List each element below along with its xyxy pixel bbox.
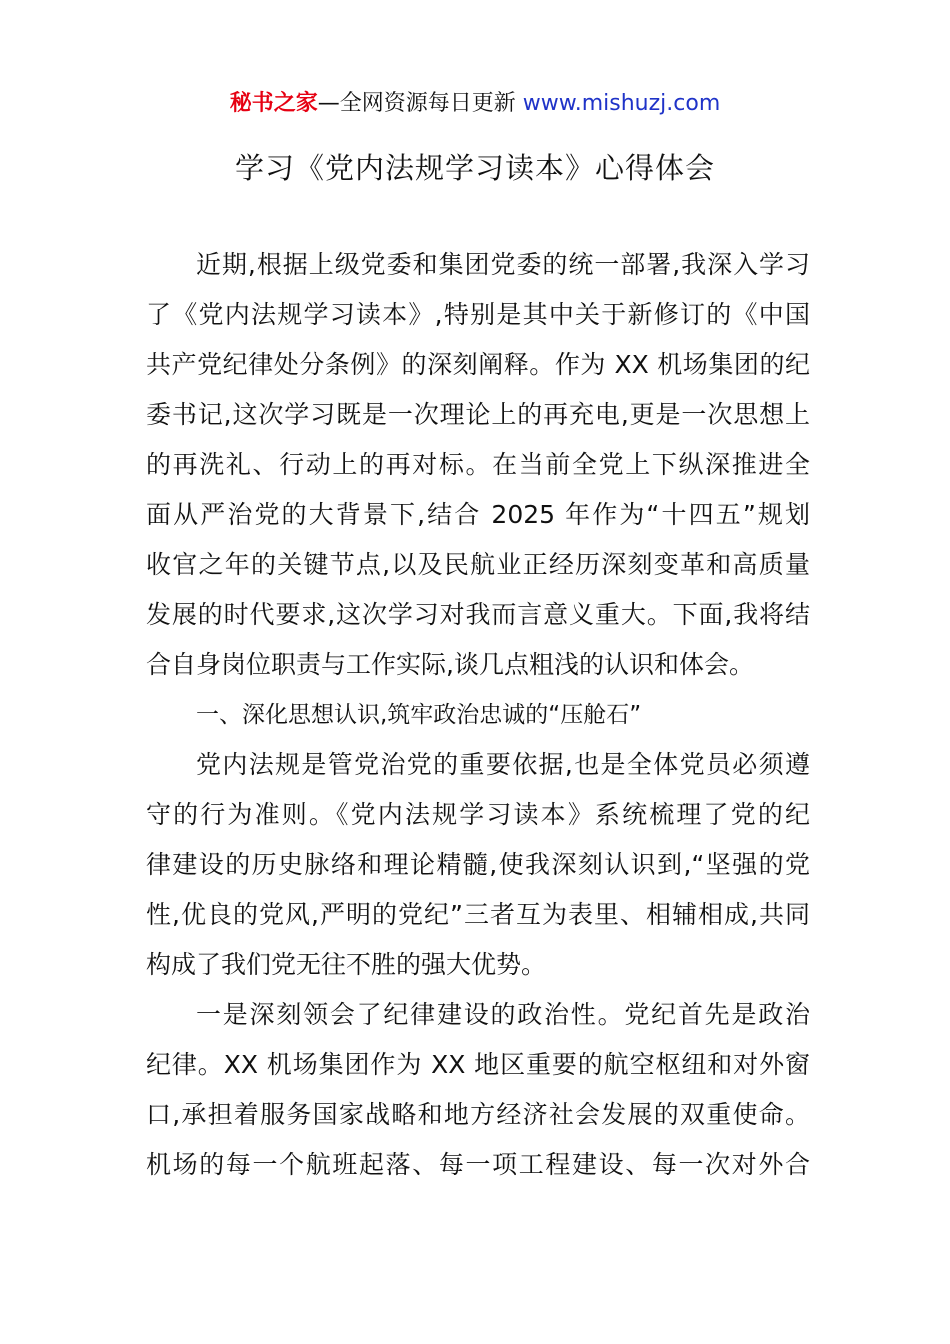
paragraph-line: 守的行为准则。《党内法规学习读本》系统梳理了党的纪 bbox=[146, 800, 810, 829]
paragraph-line: 构成了我们党无往不胜的强大优势。 bbox=[146, 950, 547, 979]
paragraph-line: 委书记,这次学习既是一次理论上的再充电,更是一次思想上 bbox=[146, 400, 810, 429]
paragraph-line: 收官之年的关键节点,以及民航业正经历深刻变革和高质量 bbox=[146, 550, 810, 579]
paragraph-line: 机场的每一个航班起落、每一项工程建设、每一次对外合 bbox=[146, 1150, 810, 1179]
paragraph-line: 律建设的历史脉络和理论精髓,使我深刻认识到,“坚强的党 bbox=[146, 850, 810, 879]
paragraph-line: 性,优良的党风,严明的党纪”三者互为表里、相辅相成,共同 bbox=[146, 900, 810, 929]
document-body bbox=[146, 240, 810, 1190]
paragraph-line: 共产党纪律处分条例》的深刻阐释。作为 XX 机场集团的纪 bbox=[146, 350, 810, 379]
paragraph-line: 一是深刻领会了纪律建设的政治性。党纪首先是政治 bbox=[196, 1000, 810, 1029]
paragraph-line: 口,承担着服务国家战略和地方经济社会发展的双重使命。 bbox=[146, 1100, 810, 1129]
paragraph-line: 纪律。XX 机场集团作为 XX 地区重要的航空枢纽和对外窗 bbox=[146, 1050, 810, 1079]
paragraph-line: 发展的时代要求,这次学习对我而言意义重大。下面,我将结 bbox=[146, 600, 810, 629]
paragraph-line: 党内法规是管党治党的重要依据,也是全体党员必须遵 bbox=[196, 750, 810, 779]
paragraph-line: 的再洗礼、行动上的再对标。在当前全党上下纵深推进全 bbox=[146, 450, 810, 479]
site-url-link[interactable]: www.mishuzj.com bbox=[522, 91, 721, 116]
paragraph-line: 合自身岗位职责与工作实际,谈几点粗浅的认识和体会。 bbox=[146, 650, 754, 679]
brand-name: 秘书之家 bbox=[229, 91, 318, 116]
header-tagline: —全网资源每日更新 bbox=[317, 91, 523, 116]
site-header bbox=[0, 86, 950, 122]
paragraph-line: 近期,根据上级党委和集团党委的统一部署,我深入学习 bbox=[196, 250, 810, 279]
paragraph-line: 了《党内法规学习读本》,特别是其中关于新修订的《中国 bbox=[146, 300, 810, 329]
document-title: 学习《党内法规学习读本》心得体会 bbox=[234, 151, 715, 185]
paragraph-line: 面从严治党的大背景下,结合 2025 年作为“十四五”规划 bbox=[146, 500, 810, 529]
section-heading: 一、深化思想认识,筑牢政治忠诚的“压舱石” bbox=[196, 702, 642, 728]
